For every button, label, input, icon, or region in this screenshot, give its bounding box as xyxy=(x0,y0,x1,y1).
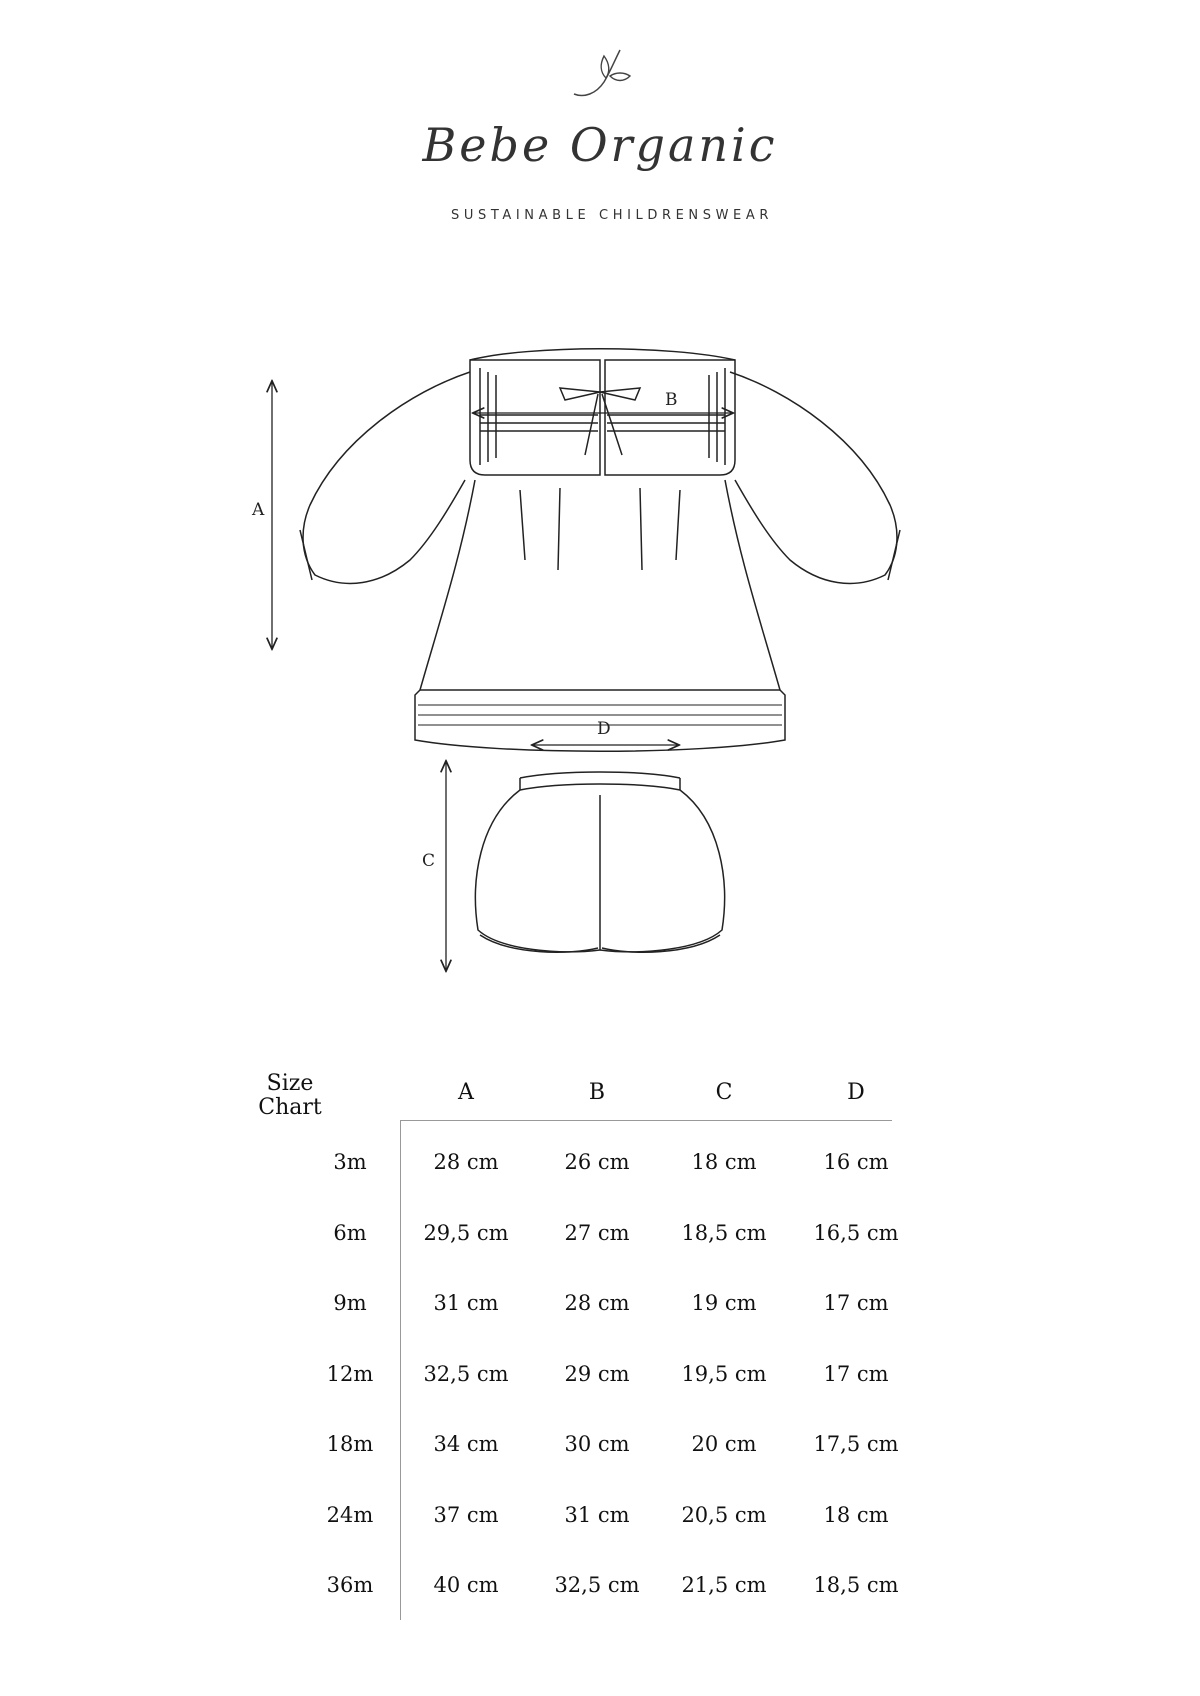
column-header-a: A xyxy=(458,1080,474,1105)
table-cell: 34 cm xyxy=(433,1432,499,1456)
row-size-label: 3m xyxy=(333,1150,367,1174)
dimension-label-b: B xyxy=(665,390,678,410)
table-cell: 16,5 cm xyxy=(813,1220,899,1245)
table-cell: 20 cm xyxy=(691,1432,757,1456)
table-cell: 17 cm xyxy=(823,1291,889,1315)
row-size-label: 24m xyxy=(326,1502,374,1527)
dimension-label-c: C xyxy=(422,851,436,871)
table-cell: 32,5 cm xyxy=(554,1573,640,1597)
table-cell: 17,5 cm xyxy=(813,1432,899,1456)
table-divider-vertical xyxy=(400,1120,401,1620)
table-cell: 18 cm xyxy=(691,1150,757,1174)
table-cell: 16 cm xyxy=(823,1150,889,1174)
column-header-b: B xyxy=(588,1080,606,1105)
blouse-drawing xyxy=(300,349,900,752)
row-size-label: 36m xyxy=(326,1573,374,1597)
row-size-label: 18m xyxy=(326,1432,374,1456)
table-cell: 19 cm xyxy=(691,1291,757,1315)
column-header-d: D xyxy=(847,1080,865,1105)
table-cell: 32,5 cm xyxy=(423,1361,509,1386)
table-cell: 19,5 cm xyxy=(681,1361,767,1386)
row-size-label: 12m xyxy=(326,1361,374,1386)
column-header-c: C xyxy=(715,1080,733,1105)
table-cell: 27 cm xyxy=(564,1220,630,1245)
table-cell: 31 cm xyxy=(433,1291,499,1315)
size-chart-corner xyxy=(230,1072,350,1120)
table-cell: 20,5 cm xyxy=(681,1502,767,1527)
table-cell: 17 cm xyxy=(823,1361,889,1386)
table-cell: 31 cm xyxy=(564,1502,630,1527)
table-cell: 18,5 cm xyxy=(813,1573,899,1597)
table-cell: 37 cm xyxy=(433,1502,499,1527)
row-size-label: 9m xyxy=(333,1291,367,1315)
brand-name: Bebe Organic xyxy=(422,118,778,172)
table-cell: 18 cm xyxy=(823,1502,889,1527)
table-cell: 18,5 cm xyxy=(681,1220,767,1245)
table-cell: 21,5 cm xyxy=(681,1573,767,1597)
table-cell: 29,5 cm xyxy=(423,1220,509,1245)
table-cell: 29 cm xyxy=(564,1361,630,1386)
table-cell: 28 cm xyxy=(433,1150,499,1174)
dimension-label-a: A xyxy=(252,500,265,520)
bloomers-drawing xyxy=(475,772,724,952)
table-cell: 28 cm xyxy=(564,1291,630,1315)
corner-line-2: Chart xyxy=(258,1095,322,1120)
table-cell: 26 cm xyxy=(564,1150,630,1174)
corner-line-1: Size xyxy=(266,1071,314,1096)
dimension-label-d: D xyxy=(597,719,611,739)
row-size-label: 6m xyxy=(333,1220,367,1245)
brand-tagline: SUSTAINABLE CHILDRENSWEAR xyxy=(451,208,773,223)
table-cell: 30 cm xyxy=(564,1432,630,1456)
table-cell: 40 cm xyxy=(433,1573,499,1597)
table-divider-horizontal xyxy=(400,1120,892,1121)
